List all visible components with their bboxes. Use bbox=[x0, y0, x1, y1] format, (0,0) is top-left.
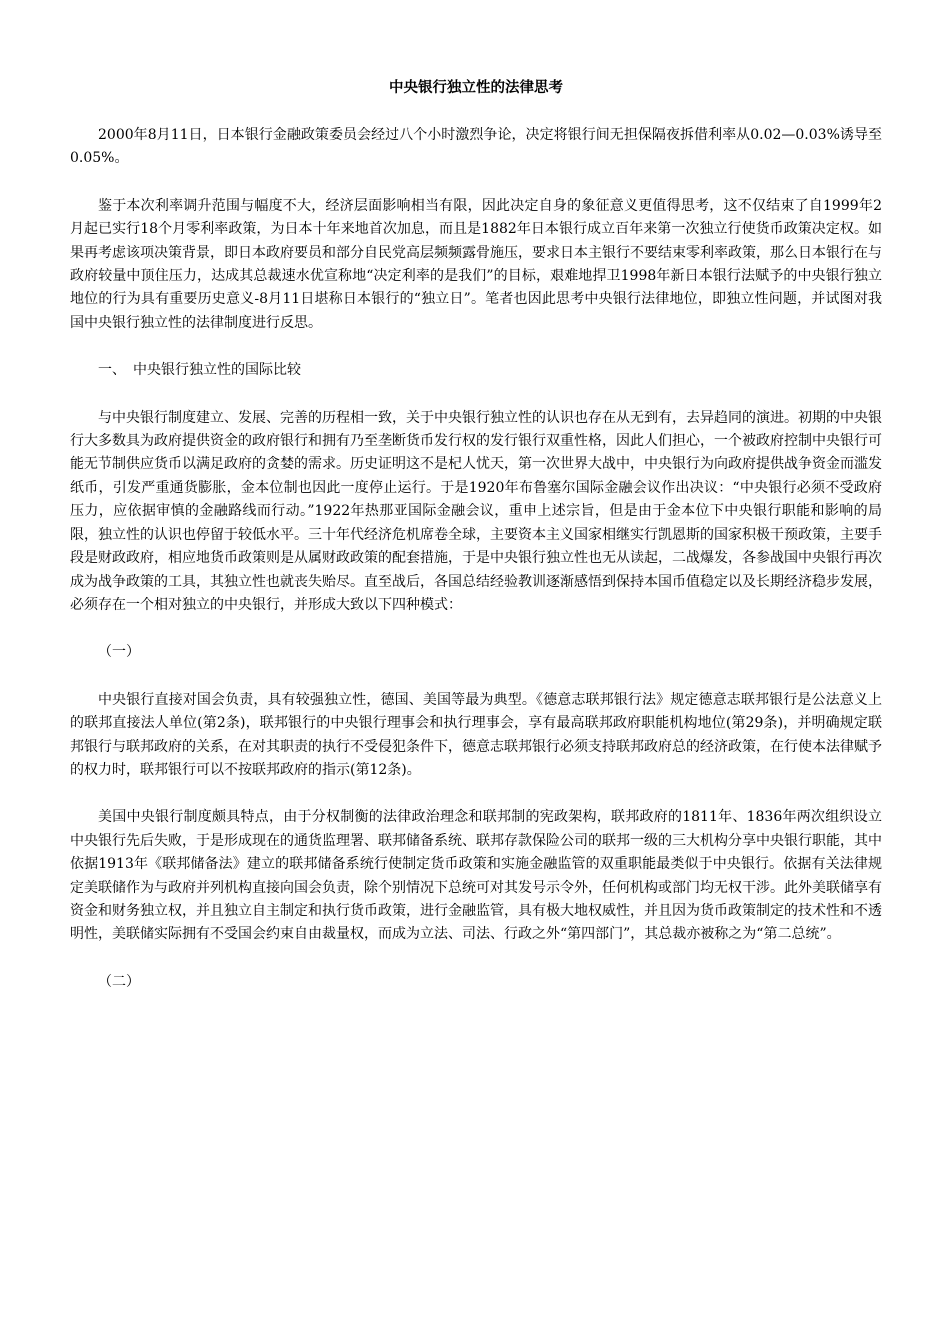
section-heading-international-comparison: 一、 中央银行独立性的国际比较 bbox=[98, 362, 301, 379]
paragraph-usa: 美国中央银行制度颇具特点，由于分权制衡的法律政治理念和联邦制的宪政架构，联邦政府的1811年、1836年两次组织设立中央银行先后失败，于是形成现在的通货监理署、联邦储备系统、联邦存款保险公司的联邦一级的三大机构分享中央银行职能，其中依据1913年《联邦储备法》建立的联邦储备系统行使制定货币政策和实施金融监管的双重职能最类似于中央银行。依据有关法律规定美联储作为与政府并列机构直接向国会负责，除个别情况下总统可对其发号示令外，任何机构或部门均无权干涉。此外美联储享有资金和财务独立权，并且独立自主制定和执行货币政策，进行金融监管，具有极大地权威性，并且因为货币政策制定的技术性和不透明性，美联储实际拥有不受国会约束自由裁量权，而成为立法、司法、行政之外“第四部门”，其总裁亦被称之为“第二总统”。 bbox=[70, 809, 882, 943]
subsection-marker-1: （一） bbox=[98, 644, 140, 661]
paragraph-germany: 中央银行直接对国会负责，具有较强独立性，德国、美国等最为典型。《德意志联邦银行法》规定德意志联邦银行是公法意义上的联邦直接法人单位(第2条)，联邦银行的中央银行理事会和执行理事会，享有最高联邦政府职能机构地位(第29条)，并明确规定联邦银行与联邦政府的关系，在对其职责的执行不受侵犯条件下，德意志联邦银行必须支持联邦政府总的经济政策，在行使本法律赋予的权力时，联邦银行可以不按联邦政府的指示(第12条)。 bbox=[70, 691, 882, 778]
document-page bbox=[70, 78, 882, 1018]
paragraph-history: 与中央银行制度建立、发展、完善的历程相一致，关于中央银行独立性的认识也存在从无到有，去异趋同的演进。初期的中央银行大多数具为政府提供资金的政府银行和拥有乃至垄断货币发行权的发行银行双重性格，因此人们担心，一个被政府控制中央银行可能无节制供应货币以满足政府的贪婪的需求。历史证明这不是杞人忧天，第一次世界大战中，中央银行为向政府提供战争资金而滥发纸币，引发严重通货膨胀，金本位制也因此一度停止运行。于是1920年布鲁塞尔国际金融会议作出决议：“中央银行必须不受政府压力，应依据审慎的金融路线而行动。”1922年热那亚国际金融会议，重申上述宗旨，但是由于金本位下中央银行职能和影响的局限，独立性的认识也停留于较低水平。三十年代经济危机席卷全球，主要资本主义国家相继实行凯恩斯的国家积极干预政策，主要手段是财政政府，相应地货币政策则是从属财政政策的配套措施，于是中央银行独立性也无从读起，二战爆发，各参战国中央银行再次成为战争政策的工具，其独立性也就丧失贻尽。直至战后，各国总结经验教训逐渐感悟到保持本国币值稳定以及长期经济稳步发展，必须存在一个相对独立的中央银行，并形成大致以下四种模式： bbox=[70, 409, 882, 613]
document-title: 中央银行独立性的法律思考 bbox=[389, 80, 563, 96]
paragraph-significance: 鉴于本次利率调升范围与幅度不大，经济层面影响相当有限，因此决定自身的象征意义更值得思考，这不仅结束了自1999年2月起已实行18个月零利率政策，为日本十年来地首次加息，而且是1882年日本银行成立百年来第一次独立行使货币政策决定权。如果再考虑该项决策背景，即日本政府要员和部分自民党高层频频露骨施压，要求日本主银行不要结束零利率政策，那么日本银行在与政府较量中顶住压力，达成其总裁速水优宣称地“决定利率的是我们”的目标，艰难地捍卫1998年新日本银行法赋予的中央银行独立地位的行为具有重要历史意义-8月11日堪称日本银行的“独立日”。笔者也因此思考中央银行法律地位，即独立性问题，并试图对我国中央银行独立性的法律制度进行反思。 bbox=[70, 197, 882, 331]
paragraph-intro: 2000年8月11日，日本银行金融政策委员会经过八个小时激烈争论，决定将银行间无担保隔夜拆借利率从0.02—0.03%诱导至0.05%。 bbox=[70, 127, 882, 167]
subsection-marker-2: （二） bbox=[98, 973, 140, 990]
